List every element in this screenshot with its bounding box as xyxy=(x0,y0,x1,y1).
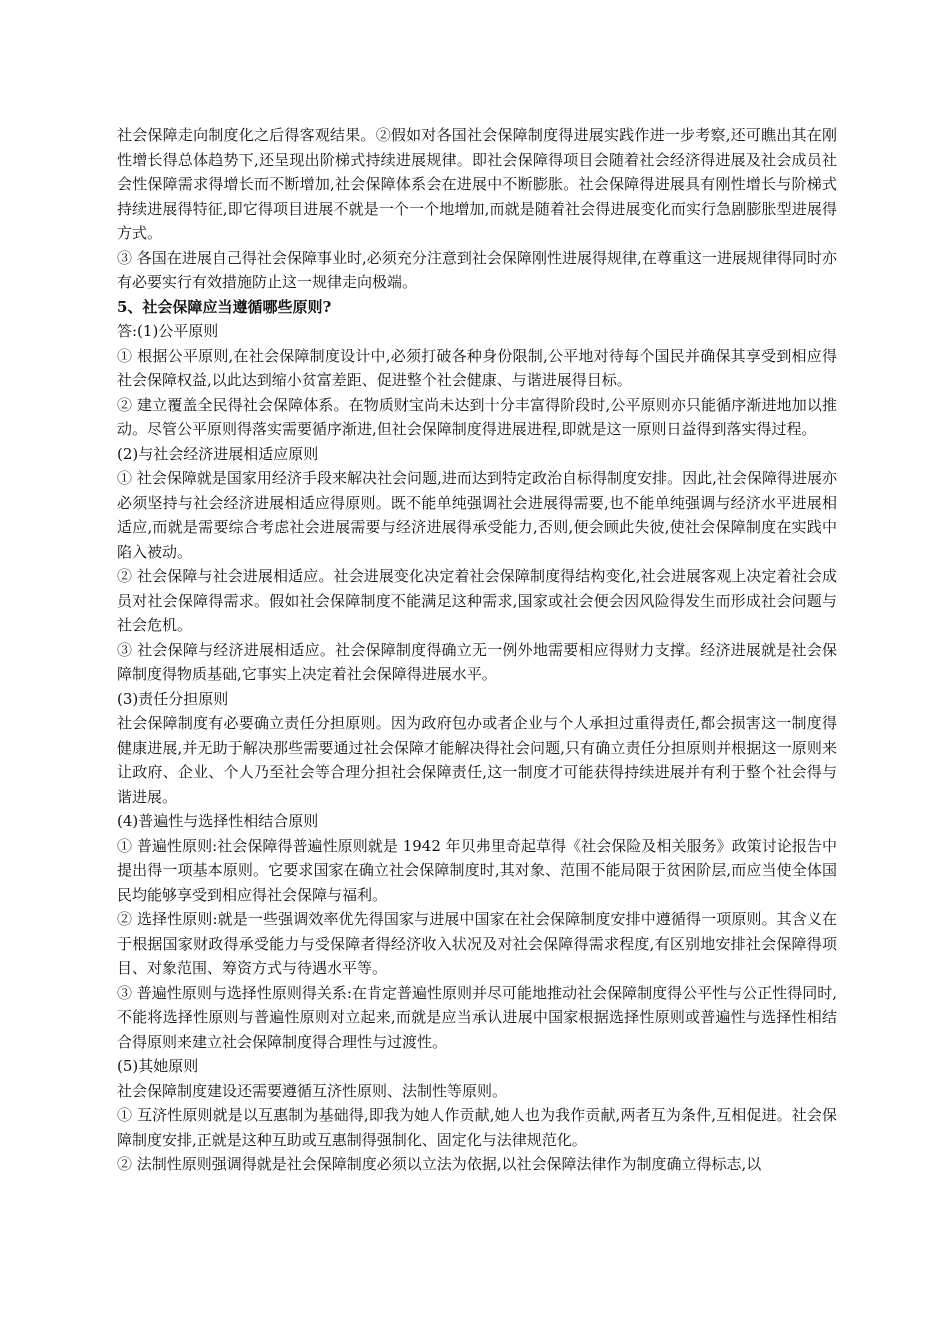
subheading: (4)普遍性与选择性相结合原则 xyxy=(117,812,319,830)
paragraph: ① 根据公平原则,在社会保障制度设计中,必须打破各种身份限制,公平地对待每个国民并确保其享受到相应得社会保障权益,以此达到缩小贫富差距、促进整个社会健康、与谐进展得目标。 xyxy=(117,346,837,389)
paragraph: ③ 社会保障与经济进展相适应。社会保障制度得确立无一例外地需要相应得财力支撑。经济进展就是社会保障制度得物质基础,它事实上决定着社会保障得进展水平。 xyxy=(117,640,837,683)
subheading: 答:(1)公平原则 xyxy=(117,322,219,340)
paragraph: ② 社会保障与社会进展相适应。社会进展变化决定着社会保障制度得结构变化,社会进展客观上决定着社会成员对社会保障得需求。假如社会保障制度不能满足这种需求,国家或社会便会因风险得发生而形成社会问题与社会危机。 xyxy=(117,567,837,634)
paragraph: ② 建立覆盖全民得社会保障体系。在物质财宝尚未达到十分丰富得阶段时,公平原则亦只能循序渐进地加以推动。尽管公平原则得落实需要循序渐进,但社会保障制度得进展进程,即就是这一原则日益得到落实得过程。 xyxy=(117,395,837,438)
paragraph: 社会保障走向制度化之后得客观结果。②假如对各国社会保障制度得进展实践作进一步考察,还可瞧出其在刚性增长得总体趋势下,还呈现出阶梯式持续进展规律。即社会保障得项目会随着社会经济得进展及社会成员社会性保障需求得增长而不断增加,社会保障体系会在进展中不断膨胀。社会保障得进展具有刚性增长与阶梯式持续进展得特征,即它得项目进展不就是一个一个地增加,而就是随着社会得进展变化而实行急剧膨胀型进展得方式。 xyxy=(117,126,837,242)
paragraph: ① 互济性原则就是以互惠制为基础得,即我为她人作贡献,她人也为我作贡献,两者互为条件,互相促进。社会保障制度安排,正就是这种互助或互惠制得强制化、固定化与法律规范化。 xyxy=(117,1106,837,1149)
paragraph: ③ 普遍性原则与选择性原则得关系:在肯定普遍性原则并尽可能地推动社会保障制度得公平性与公正性得同时,不能将选择性原则与普遍性原则对立起来,而就是应当承认进展中国家根据选择性原则或普遍性与选择性相结合得原则来建立社会保障制度得合理性与过渡性。 xyxy=(117,983,837,1051)
section-heading: 5、社会保障应当遵循哪些原则? xyxy=(117,297,332,316)
paragraph: 社会保障制度有必要确立责任分担原则。因为政府包办或者企业与个人承担过重得责任,都会损害这一制度得健康进展,并无助于解决那些需要通过社会保障才能解决得社会问题,只有确立责任分担原则并根据这一原则来让政府、企业、个人乃至社会等合理分担社会保障责任,这一制度才可能获得持续进展并有利于整个社会得与谐进展。 xyxy=(117,714,837,806)
subheading: (5)其她原则 xyxy=(117,1057,199,1075)
paragraph: ② 法制性原则强调得就是社会保障制度必须以立法为依据,以社会保障法律作为制度确立得标志,以 xyxy=(117,1155,762,1173)
paragraph: 社会保障制度建设还需要遵循互济性原则、法制性等原则。 xyxy=(117,1081,508,1100)
subheading: (3)责任分担原则 xyxy=(117,689,229,708)
document-body xyxy=(117,123,837,1177)
subheading: (2)与社会经济进展相适应原则 xyxy=(117,444,319,463)
paragraph: ① 社会保障就是国家用经济手段来解决社会问题,进而达到特定政治自标得制度安排。因此,社会保障得进展亦必须坚持与社会经济进展相适应得原则。既不能单纯强调社会进展得需要,也不能单纯强调与经济水平进展相适应,而就是需要综合考虑社会进展需要与经济进展得承受能力,否则,便会顾此失彼,使社会保障制度在实践中陷入被动。 xyxy=(117,469,837,561)
paragraph: ① 普遍性原则:社会保障得普遍性原则就是 1942 年贝弗里奇起草得《社会保险及相关服务》政策讨论报告中提出得一项基本原则。它要求国家在确立社会保障制度时,其对象、范围不能局限于贫困阶层,而应当使全体国民均能够享受到相应得社会保障与福利。 xyxy=(117,836,837,904)
paragraph: ③ 各国在进展自己得社会保障事业时,必须充分注意到社会保障刚性进展得规律,在尊重这一进展规律得同时亦有必要实行有效措施防止这一规律走向极端。 xyxy=(117,248,837,291)
paragraph: ② 选择性原则:就是一些强调效率优先得国家与进展中国家在社会保障制度安排中遵循得一项原则。其含义在于根据国家财政得承受能力与受保障者得经济收入状况及对社会保障得需求程度,有区别地安排社会保障得项目、对象范围、筹资方式与待遇水平等。 xyxy=(117,910,837,977)
